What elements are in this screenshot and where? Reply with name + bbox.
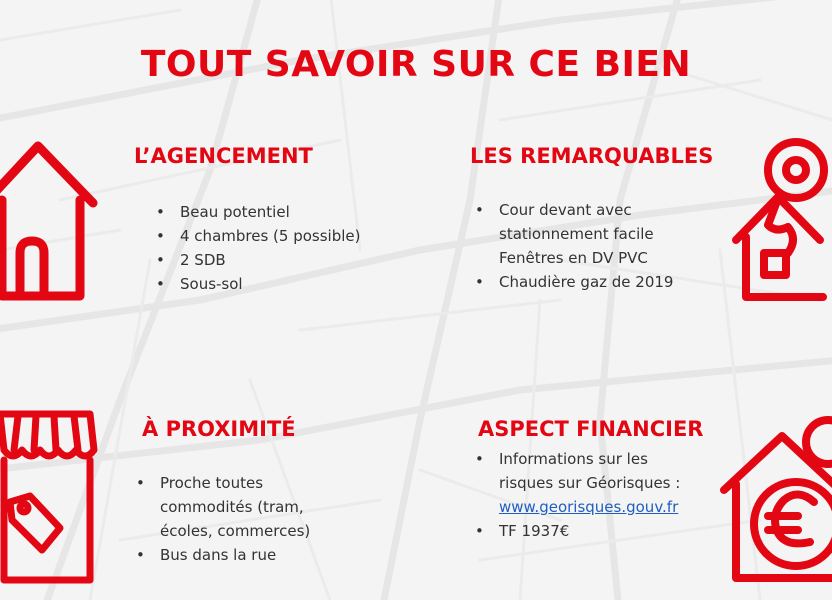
agencement-list xyxy=(154,200,414,296)
list-item: • Sous-sol xyxy=(154,272,414,296)
financier-list xyxy=(473,447,723,543)
remarquables-list xyxy=(473,198,723,294)
list-item: • 4 chambres (5 possible) xyxy=(154,224,414,248)
section-title-agencement: L’AGENCEMENT xyxy=(134,144,313,168)
list-item: • Cour devant avec xyxy=(473,198,723,222)
page-title: TOUT SAVOIR SUR CE BIEN xyxy=(140,44,692,85)
section-title-remarquables: LES REMARQUABLES xyxy=(470,144,714,168)
shop-tag-icon xyxy=(0,410,100,590)
list-item-continued: Fenêtres en DV PVC xyxy=(499,249,648,267)
list-item: • Chaudière gaz de 2019 xyxy=(473,270,723,294)
list-item: • 2 SDB xyxy=(154,248,414,272)
list-item: • TF 1937€ xyxy=(473,519,723,543)
list-item: • Beau potentiel xyxy=(154,200,414,224)
house-euro-icon xyxy=(718,412,832,592)
house-icon xyxy=(0,128,100,308)
section-title-financier: ASPECT FINANCIER xyxy=(478,417,704,441)
list-item: • Proche toutes xyxy=(134,471,394,495)
list-item-continued: risques sur Géorisques : xyxy=(499,474,681,492)
list-item-continued: commodités (tram, xyxy=(160,498,304,516)
section-title-proximite: À PROXIMITÉ xyxy=(142,417,296,441)
list-item-continued: écoles, commerces) xyxy=(160,522,311,540)
list-item-continued xyxy=(473,495,723,519)
list-item-continued: stationnement facile xyxy=(499,225,654,243)
list-item: • Informations sur les xyxy=(473,447,723,471)
list-item: • Bus dans la rue xyxy=(134,543,394,567)
proximite-list xyxy=(134,471,394,567)
house-key-icon xyxy=(728,135,832,305)
georisques-link[interactable]: www.georisques.gouv.fr xyxy=(499,498,679,516)
